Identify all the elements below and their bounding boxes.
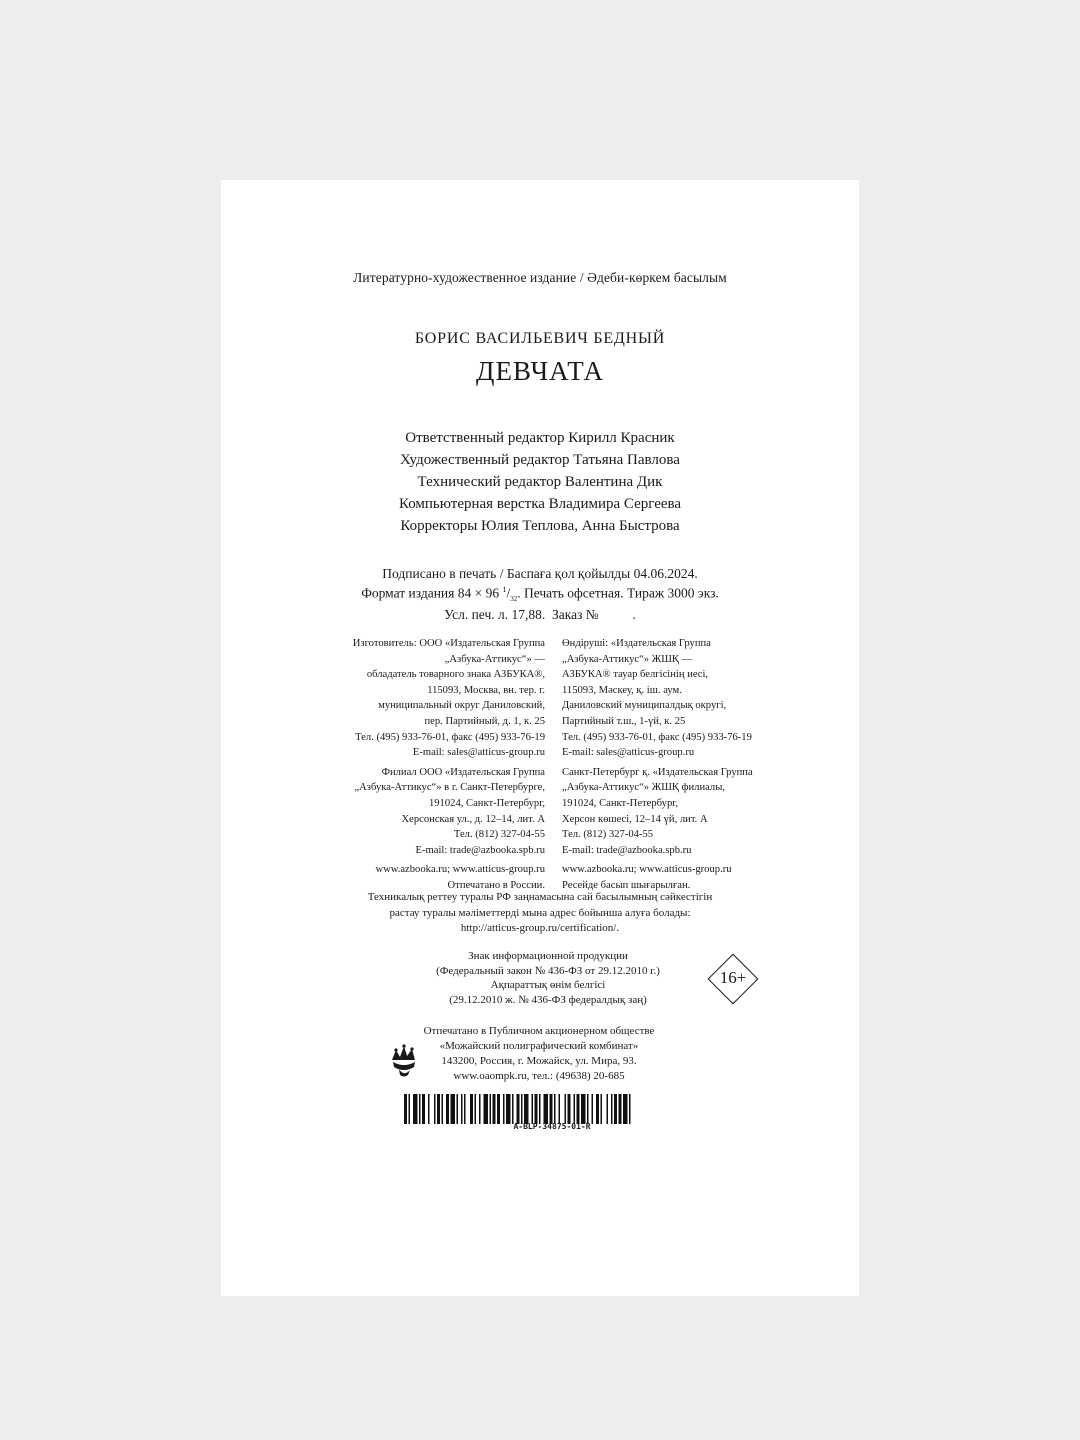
barcode-bar	[581, 1094, 586, 1124]
credit-line: Корректоры Юлия Теплова, Анна Быстрова	[400, 518, 680, 534]
cert-line: растау туралы мәліметтерді мына адрес бойынша алуға болады:	[389, 906, 691, 919]
barcode-number: A-BLP-34875-01-R	[513, 1122, 591, 1131]
manufacturer-line: 191024, Санкт-Петербург,	[562, 797, 679, 809]
manufacturer-line: „Азбука-Аттикус“» в г. Санкт-Петербурге,	[354, 782, 545, 794]
manufacturer-block	[221, 636, 545, 761]
manufacturer-line: Өндіруші: «Издательская Группа	[562, 638, 711, 649]
format-slash: /	[506, 585, 511, 601]
printer-line: www.oaompk.ru, тел.: (49638) 20-685	[453, 1070, 625, 1082]
format-sup: 1	[502, 585, 507, 594]
barcode-bar	[479, 1094, 481, 1124]
barcode-bar	[484, 1094, 489, 1124]
format-text: Формат издания 84 × 96	[361, 585, 503, 601]
barcode-bar	[451, 1094, 456, 1124]
manufacturer-line: Даниловский муниципалдық округі,	[562, 700, 727, 712]
manufacturer-line: „Азбука-Аттикус“» ЖШҚ —	[562, 653, 693, 665]
info-sign-line: Ақпараттық өнім белгісі	[490, 979, 606, 991]
barcode-bar	[419, 1094, 421, 1124]
barcode-bar	[601, 1094, 603, 1124]
author-name: БОРИС ВАСИЛЬЕВИЧ БЕДНЫЙ	[414, 330, 666, 347]
barcode-bar	[475, 1094, 477, 1124]
manufacturer-block	[562, 765, 858, 859]
barcode-bar	[497, 1094, 500, 1124]
certification-note	[221, 890, 859, 937]
barcode-bar	[422, 1094, 425, 1124]
credit-line: Технический редактор Валентина Дик	[417, 474, 663, 490]
genre-line: Литературно-художественное издание / Әдеби-көркем басылым	[353, 270, 727, 285]
manufacturer-line: Тел. (495) 933-76-01, факс (495) 933-76-19	[355, 731, 545, 743]
manufacturer-line: Изготовитель: ООО «Издательская Группа	[352, 638, 545, 649]
manufacturer-line: www.azbooka.ru; www.atticus-group.ru	[375, 864, 545, 876]
book-imprint-page	[221, 180, 859, 1296]
barcode-bar	[437, 1094, 440, 1124]
manufacturer-line: муниципальный округ Даниловский,	[378, 700, 545, 712]
manufacturer-block	[562, 636, 858, 761]
barcode-bar	[442, 1094, 444, 1124]
credit-line: Компьютерная верстка Владимира Сергеева	[398, 496, 682, 512]
barcode-bar	[587, 1094, 589, 1124]
info-sign-line: Знак информационной продукции	[468, 950, 628, 962]
book-title: ДЕВЧАТА	[476, 356, 604, 386]
barcode-bar	[503, 1094, 505, 1124]
barcode-bar	[577, 1094, 580, 1124]
manufacturer-block	[562, 862, 858, 893]
manufacturer-ru	[221, 636, 545, 897]
print-format	[221, 582, 859, 607]
barcode-bar	[592, 1094, 594, 1124]
barcode-bar	[409, 1094, 411, 1124]
barcode-icon	[404, 1094, 700, 1124]
manufacturer-columns	[221, 636, 859, 891]
barcode-bar	[607, 1094, 609, 1124]
barcode-bar	[539, 1094, 541, 1124]
age-rating-text: 16+	[719, 968, 747, 987]
manufacturer-line: Ресейде басып шығарылған.	[562, 879, 691, 891]
barcode-bar	[446, 1094, 449, 1124]
barcode-bar	[532, 1094, 534, 1124]
barcode-bar	[413, 1094, 418, 1124]
barcode-bar	[550, 1094, 553, 1124]
manufacturer-line: „Азбука-Аттикус“» ЖШҚ филиалы,	[562, 782, 725, 794]
manufacturer-line: E-mail: trade@azbooka.spb.ru	[415, 844, 545, 856]
barcode-bar	[565, 1094, 567, 1124]
credits-block	[221, 427, 859, 537]
printer-line: «Можайский полиграфический комбинат»	[439, 1040, 639, 1052]
cert-line: Техникалық реттеу туралы РФ заңнамасына сай басылымның сәйкестігін	[367, 891, 713, 903]
manufacturer-line: АЗБУКА® тауар белгісінің иесі,	[562, 669, 709, 681]
manufacturer-line: Санкт-Петербург қ. «Издательская Группа	[562, 766, 753, 778]
manufacturer-line: Херсон көшесі, 12–14 үй, лит. А	[562, 813, 708, 825]
manufacturer-line: Партийный т.ш., 1-үй, к. 25	[562, 715, 686, 727]
barcode-bar	[544, 1094, 549, 1124]
manufacturer-line: Филиал ООО «Издательская Группа	[381, 766, 545, 778]
barcode-bar	[461, 1094, 463, 1124]
manufacturer-line: „Азбука-Аттикус“» —	[444, 653, 545, 665]
manufacturer-line: Херсонская ул., д. 12–14, лит. А	[401, 813, 545, 825]
credit-line: Ответственный редактор Кирилл Красник	[405, 430, 675, 446]
barcode-bar	[611, 1094, 613, 1124]
printer-line: 143200, Россия, г. Можайск, ул. Мира, 93.	[441, 1055, 637, 1067]
barcode-bar	[490, 1094, 492, 1124]
format-sub: 32	[510, 595, 518, 604]
printer-info	[389, 1024, 689, 1084]
info-sign-line: (29.12.2010 ж. № 436-ФЗ федералдық заң)	[449, 993, 647, 1006]
barcode-bar	[404, 1094, 407, 1124]
barcode-bar	[614, 1094, 617, 1124]
barcode-bar	[517, 1094, 520, 1124]
barcode-bar	[568, 1094, 571, 1124]
barcode-bar	[554, 1094, 556, 1124]
barcode-bar	[524, 1094, 529, 1124]
format-rest: . Печать офсетная. Тираж 3000 экз.	[517, 585, 719, 601]
info-sign-text	[383, 949, 713, 1007]
manufacturer-line: E-mail: sales@atticus-group.ru	[562, 747, 695, 759]
barcode-bar	[619, 1094, 622, 1124]
barcode-bar	[535, 1094, 538, 1124]
barcode-bar	[428, 1094, 430, 1124]
barcode-bar	[457, 1094, 459, 1124]
barcode-bar	[521, 1094, 523, 1124]
manufacturer-line: Тел. (495) 933-76-01, факс (495) 933-76-19	[562, 731, 752, 743]
print-info	[221, 566, 859, 623]
credit-line: Художественный редактор Татьяна Павлова	[400, 452, 680, 468]
barcode-bar	[512, 1094, 514, 1124]
manufacturer-kz	[562, 636, 858, 897]
printer-line: Отпечатано в Публичном акционерном обществе	[423, 1025, 655, 1037]
barcode-bar	[493, 1094, 496, 1124]
barcode-bar	[434, 1094, 436, 1124]
manufacturer-line: E-mail: sales@atticus-group.ru	[412, 747, 545, 759]
barcode-bar	[470, 1094, 473, 1124]
barcode-bar	[464, 1094, 466, 1124]
age-rating-badge	[708, 954, 758, 1004]
manufacturer-line: 191024, Санкт-Петербург,	[428, 797, 545, 809]
manufacturer-line: Тел. (812) 327-04-55	[562, 829, 654, 841]
barcode-bar	[559, 1094, 561, 1124]
manufacturer-line: E-mail: trade@azbooka.spb.ru	[562, 844, 692, 856]
manufacturer-line: Отпечатано в России.	[447, 879, 545, 891]
manufacturer-line: 115093, Мәскеу, қ. іш. аум.	[562, 684, 682, 696]
manufacturer-block	[221, 765, 545, 859]
manufacturer-line: www.azbooka.ru; www.atticus-group.ru	[562, 864, 732, 876]
barcode-bar	[596, 1094, 599, 1124]
manufacturer-line: пер. Партийный, д. 1, к. 25	[424, 715, 545, 727]
print-date: Подписано в печать / Баспаға қол қойылды 04.06.2024.	[382, 566, 698, 581]
manufacturer-block	[221, 862, 545, 893]
manufacturer-line: 115093, Москва, вн. тер. г.	[427, 684, 545, 696]
info-sign-line: (Федеральный закон № 436-ФЗ от 29.12.2010 г.)	[436, 964, 660, 977]
barcode-bar	[623, 1094, 628, 1124]
manufacturer-line: обладатель товарного знака АЗБУКА®,	[366, 669, 545, 681]
barcode-bar	[629, 1094, 631, 1124]
print-order: Усл. печ. л. 17,88. Заказ № .	[444, 607, 636, 623]
cert-line: http://atticus-group.ru/certification/.	[460, 922, 620, 934]
manufacturer-line: Тел. (812) 327-04-55	[453, 829, 545, 841]
barcode-bar	[506, 1094, 511, 1124]
barcode-bar	[574, 1094, 576, 1124]
